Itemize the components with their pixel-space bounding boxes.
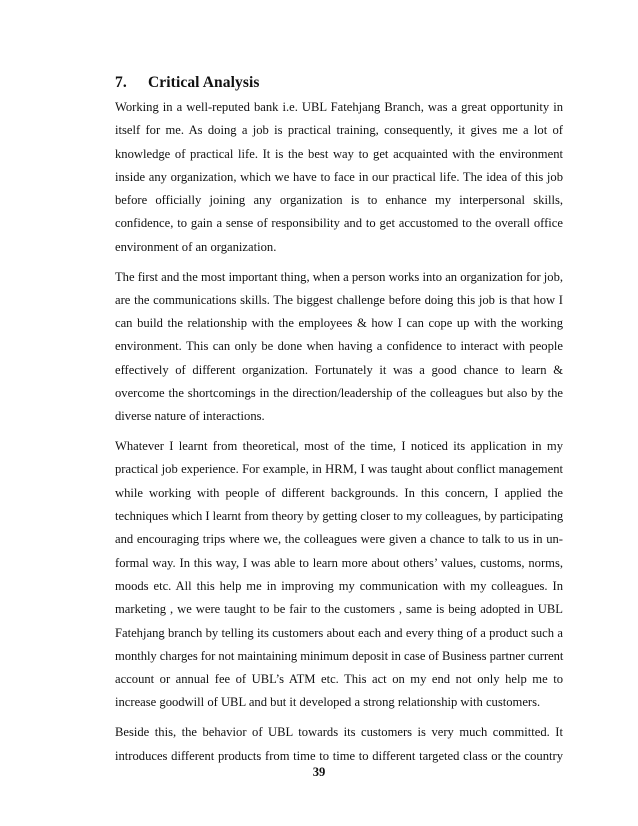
paragraph-3 [115,435,563,715]
text-line: Fatehjang branch by telling its customers about each and every thing of a product such a [115,625,563,640]
text-line: effectively of different organization. Fortunately it was a good chance to learn & [115,362,563,377]
text-line: introduces different products from time to time to different targeted class or the country [115,748,563,763]
text-line: before officially joining any organization is to enhance my interpersonal skills, [115,193,563,208]
text-line: itself for me. As doing a job is practical training, consequently, it gives me a lot of [115,123,563,138]
text-line: confidence, to gain a sense of responsibility and to get accustomed to the overall office [115,216,563,231]
text-line: techniques which I learnt from theory by getting closer to my colleagues, by participating [115,509,564,524]
text-line: Working in a well-reputed bank i.e. UBL Fatehjang Branch, was a great opportunity in [115,100,563,114]
page-number: 39 [312,765,326,779]
body-text [115,96,563,774]
text-line: moods etc. All this help me in improving my communication with my colleagues. In [115,578,563,593]
text-line: and encouraging trips where we, the colleagues were given a chance to talk to us in un- [115,532,563,547]
text-line: account or annual fee of UBL’s ATM etc. This act on my end not only help me to [115,672,563,687]
text-line: knowledge of practical life. It is the best way to get acquainted with the environment [115,146,563,161]
text-line: can build the relationship with the employees & how I can cope up with the working [115,316,563,331]
paragraph-1 [115,96,563,259]
text-line: are the communications skills. The biggest challenge before doing this job is that how I [115,292,563,307]
paragraph-4 [115,721,563,768]
text-line: Whatever I learnt from theoretical, most of the time, I noticed its application in my [115,439,563,454]
section-heading [115,74,260,92]
text-line: increase goodwill of UBL and but it developed a strong relationship with customers. [115,695,541,710]
text-line: diverse nature of interactions. [115,409,265,424]
text-line: formal way. In this way, I was able to learn more about others’ values, customs, norms, [115,555,563,570]
text-line: while working with people of different backgrounds. In this concern, I applied the [115,485,563,500]
text-line: Beside this, the behavior of UBL towards its customers is very much committed. It [115,725,563,740]
text-line: inside any organization, which we have to face in our practical life. The idea of this job [115,169,563,184]
text-line: The first and the most important thing, when a person works into an organization for job, [115,269,563,284]
section-title: Critical Analysis [148,74,260,91]
text-line: monthly charges for not maintaining minimum deposit in case of Business partner current [115,648,564,663]
text-line: overcome the shortcomings in the direction/leadership of the colleagues but also by the [115,386,563,401]
text-line: marketing , we were taught to be fair to the customers , same is being adopted in UBL [115,602,563,617]
text-line: practical job experience. For example, in HRM, I was taught about conflict management [115,462,563,477]
text-line: environment of an organization. [115,239,277,254]
text-line: environment. This can only be done when having a confidence to interact with people [115,339,563,354]
paragraph-2 [115,266,563,429]
section-number: 7. [115,74,127,91]
